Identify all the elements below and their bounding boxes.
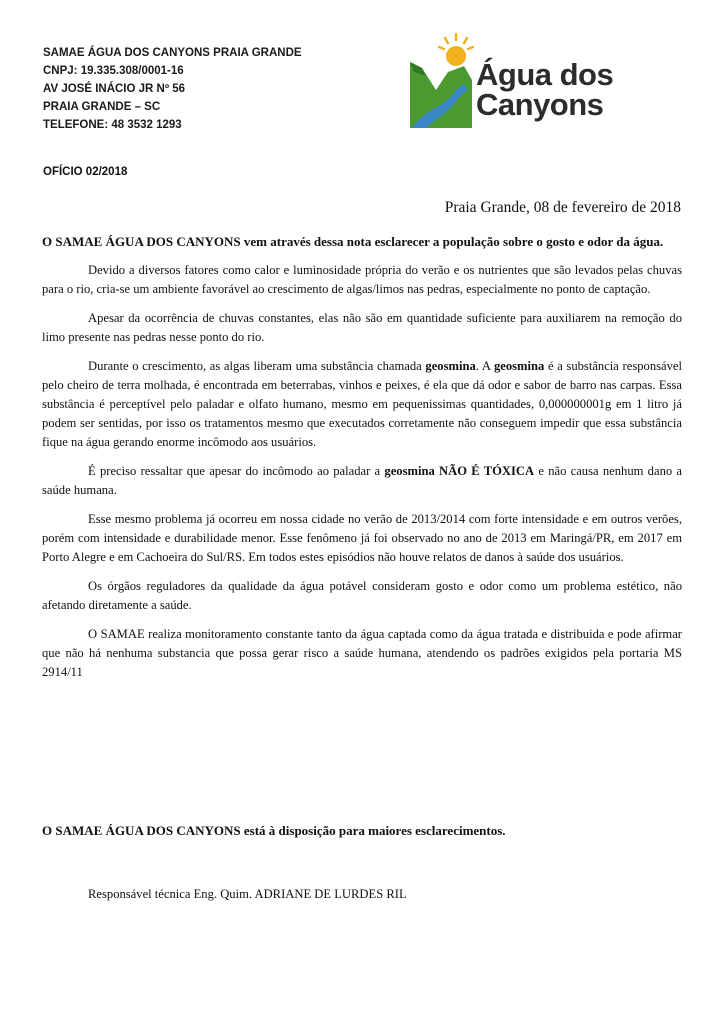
org-address: AV JOSÉ INÁCIO JR Nº 56 — [43, 83, 186, 95]
logo-word-agua: Água dos — [476, 57, 614, 92]
letterhead — [43, 44, 302, 134]
p3-term-geosmina: geosmina — [425, 359, 476, 373]
paragraph-regulators: Os órgãos reguladores da qualidade da água potável consideram gosto e odor como um problema estético, não afetando diretamente a saúde. — [42, 579, 682, 612]
letter-body — [42, 232, 682, 692]
p3-text-c: . A — [475, 359, 494, 373]
document-number: OFÍCIO 02/2018 — [43, 166, 128, 178]
org-city: PRAIA GRANDE – SC — [43, 101, 161, 113]
p3-term-geosmina-2: geosmina — [493, 359, 545, 373]
org-phone: TELEFONE: 48 3532 1293 — [43, 119, 182, 131]
intro-text: vem através dessa nota esclarecer a população sobre o gosto e odor da água. — [240, 234, 664, 249]
paragraph-history: Esse mesmo problema já ocorreu em nossa cidade no verão de 2013/2014 com forte intensidade e em outros verões, porém com intensidade e durabilidade menor. Esse fenômeno já foi observado no ano de 2013 em Maringá/PR, em 2017 em Porto Alegre e em Cachoeira do Sul/RS. Em todos estes episódios não houve relatos de danos à saúde dos usuários. — [42, 512, 682, 564]
paragraph-monitoring: O SAMAE realiza monitoramento constante tanto da água captada como da água tratada e distribuida e pode afirmar que não há nenhuma substancia que possa gerar risco a saúde humana, atendendo os padrões exigidos pela portaria MS 2914/11 — [42, 627, 682, 679]
company-logo — [408, 30, 638, 135]
logo-wordmark — [476, 57, 614, 122]
signature-line: Responsável técnica Eng. Quim. ADRIANE DE LURDES RIL — [88, 887, 407, 901]
p3-text-a: Durante o crescimento, as algas liberam uma substância chamada — [88, 359, 426, 373]
intro-org-name: O SAMAE ÁGUA DOS CANYONS — [42, 234, 241, 249]
closing-text: está à disposição para maiores esclarecimentos. — [240, 823, 506, 838]
p4-not-toxic: geosmina NÃO É TÓXICA — [384, 464, 535, 478]
p4-text-a: É preciso ressaltar que apesar do incômodo ao paladar a — [88, 464, 385, 478]
closing-org-name: O SAMAE ÁGUA DOS CANYONS — [42, 823, 241, 838]
closing-statement — [42, 823, 682, 839]
intro-paragraph — [42, 232, 682, 251]
org-cnpj: CNPJ: 19.335.308/0001-16 — [43, 65, 184, 77]
logo-emblem-icon — [408, 32, 474, 132]
logo-word-canyons: Canyons — [476, 87, 604, 122]
document-date: Praia Grande, 08 de fevereiro de 2018 — [444, 199, 681, 216]
org-name: SAMAE ÁGUA DOS CANYONS PRAIA GRANDE — [43, 47, 302, 59]
p4-text-c: e não causa nenhum dano a saúde humana. — [42, 464, 683, 497]
paragraph-causes: Devido a diversos fatores como calor e luminosidade própria do verão e os nutrientes que são levados pelas chuvas para o rio, cria-se um ambiente favorável ao crescimento de algas/limos nas pedras, especialmente no ponto de captação. — [42, 263, 682, 296]
p3-text-e: é a substância responsável pelo cheiro de terra molhada, é encontrada em beterrabas, vinhos e peixes, é ela que dá odor e sabor de barro nas carpas. Essa substância é perceptível pelo paladar e olfato humano, mesmo em pequenissimas quantidades, 0,000000001g em 1 litro já podem ser sentidas, por isso os tratamentos mesmo que executados corretamente não conseguem impedir que essa substância fique na água gerando enorme incômodo aos usuários. — [42, 359, 682, 449]
paragraph-not-toxic — [42, 462, 682, 500]
paragraph-geosmin — [42, 357, 682, 452]
paragraph-rain: Apesar da ocorrência de chuvas constantes, elas não são em quantidade suficiente para auxiliarem na remoção do limo presente nas pedras nesse ponto do rio. — [42, 311, 682, 344]
